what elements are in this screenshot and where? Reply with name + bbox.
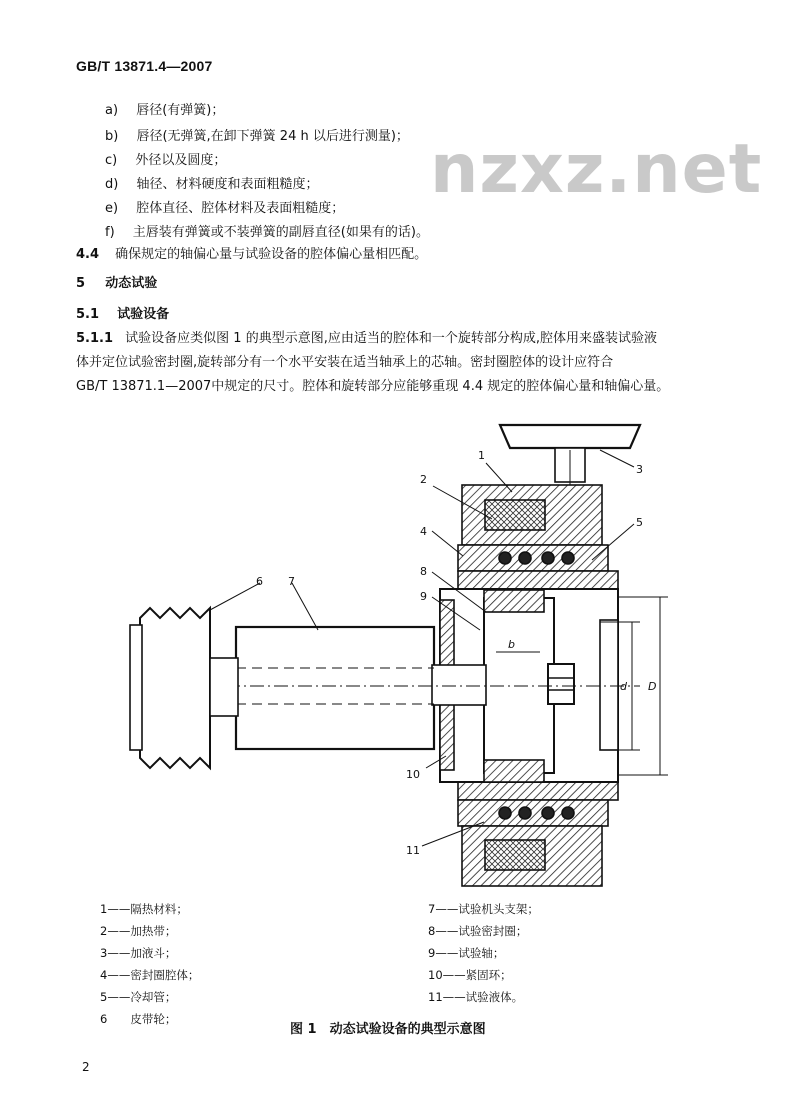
- list-item: [105, 126, 409, 148]
- callout-4: 4: [420, 525, 427, 538]
- section-heading-5: 5 动态试验: [76, 276, 158, 291]
- document-header: GB/T 13871.4—2007: [76, 58, 213, 74]
- clause-5-1-1-line1: 5.1.1 试验设备应类似图 1 的典型示意图,应由适当的腔体和一个旋转部分构成,腔体用来盛装试验液: [76, 331, 657, 346]
- list-item: [105, 198, 344, 220]
- legend-item: 11——试验液体。: [428, 990, 524, 1004]
- list-marker: f): [105, 225, 115, 240]
- callout-9: 9: [420, 590, 427, 603]
- clause-5-1-1-line2: 体并定位试验密封圈,旋转部分有一个水平安装在适当轴承上的芯轴。密封圈腔体的设计应符合: [76, 355, 614, 370]
- callout-5: 5: [636, 516, 643, 529]
- dim-label-D: D: [648, 680, 657, 693]
- list-text: 腔体直径、腔体材料及表面粗糙度；: [136, 201, 345, 216]
- section-heading-5-1: 5.1 试验设备: [76, 307, 170, 322]
- list-marker: a): [105, 103, 119, 118]
- clause-4-4: 4.4 确保规定的轴偏心量与试验设备的腔体偏心量相匹配。: [76, 247, 428, 262]
- callout-7: 7: [288, 575, 295, 588]
- list-marker: b): [105, 129, 119, 144]
- watermark: nzxz.net: [430, 130, 763, 209]
- callout-6: 6: [256, 575, 263, 588]
- list-item: [105, 150, 226, 172]
- list-text: 唇径(无弹簧,在卸下弹簧 24 h 以后进行测量)；: [136, 129, 409, 144]
- list-item: [105, 174, 318, 196]
- legend-item: 4——密封圈腔体；: [100, 968, 200, 982]
- callout-11: 11: [406, 844, 420, 857]
- dim-label-b: b: [508, 638, 515, 651]
- legend-item: 2——加热带；: [100, 924, 177, 938]
- legend-item: 3——加液斗；: [100, 946, 177, 960]
- upper-housing: [458, 485, 618, 589]
- page-number: 2: [82, 1060, 90, 1074]
- legend-item: 8——试验密封圈；: [428, 924, 528, 938]
- list-marker: d): [105, 177, 119, 192]
- list-text: 唇径(有弹簧)；: [136, 103, 225, 118]
- legend-item: 1——隔热材料；: [100, 902, 188, 916]
- list-text: 轴径、材料硬度和表面粗糙度；: [136, 177, 319, 192]
- legend-right: [428, 898, 539, 1008]
- legend-item: 9——试验轴；: [428, 946, 505, 960]
- list-marker: c): [105, 153, 118, 168]
- legend-item: 10——紧固环；: [428, 968, 512, 982]
- legend-item: 7——试验机头支架；: [428, 902, 539, 916]
- callout-8: 8: [420, 565, 427, 578]
- callout-1: 1: [478, 449, 485, 462]
- list-item: [105, 100, 224, 122]
- legend-item: 6 皮带轮；: [100, 1012, 177, 1026]
- pulley-part: [130, 608, 238, 768]
- lower-housing: [458, 782, 618, 886]
- list-text: 主唇装有弹簧或不装弹簧的副唇直径(如果有的话)。: [132, 225, 429, 240]
- list-text: 外径以及圆度；: [135, 153, 227, 168]
- list-marker: e): [105, 201, 119, 216]
- list-item: [105, 222, 429, 244]
- figure-caption: 图 1 动态试验设备的典型示意图: [290, 1022, 486, 1037]
- clause-5-1-1-line3: GB/T 13871.1—2007中规定的尺寸。腔体和旋转部分应能够重现 4.4 规定的腔体偏心量和轴偏心量。: [76, 379, 670, 394]
- dim-label-d: d: [620, 680, 627, 693]
- callout-2: 2: [420, 473, 427, 486]
- legend-left: [100, 898, 199, 1030]
- callout-10: 10: [406, 768, 420, 781]
- test-rig-diagram: [0, 400, 800, 900]
- legend-item: 5——冷却管；: [100, 990, 177, 1004]
- callout-3: 3: [636, 463, 643, 476]
